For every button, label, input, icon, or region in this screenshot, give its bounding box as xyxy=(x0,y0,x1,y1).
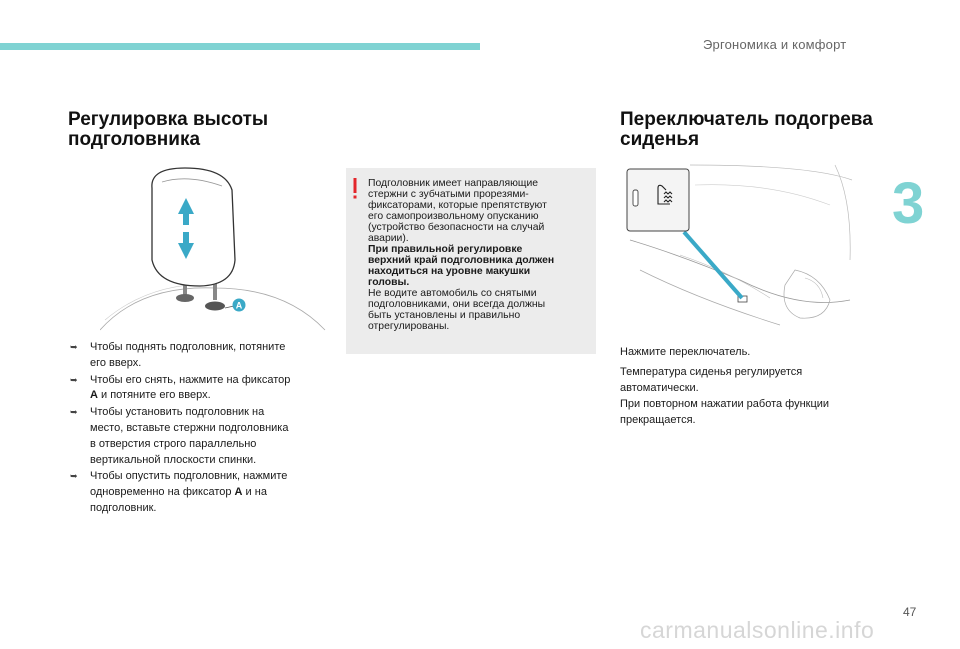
chapter-title: Эргономика и комфорт xyxy=(703,37,847,52)
seat-heater-illustration xyxy=(620,160,865,332)
list-item: ➥ Чтобы поднять подголовник, потяните его вверх. xyxy=(70,341,286,369)
list-item: ➥ Чтобы установить подголовник на место, вставьте стержни подголовника в отверстия строго параллельно вертикальной плоскости спинки. xyxy=(70,406,289,466)
top-accent-bar xyxy=(0,43,480,50)
exclamation-icon xyxy=(350,178,360,200)
list-item: ➥ Чтобы его снять, нажмите на фиксатор A и потяните его вверх. xyxy=(70,373,291,402)
warning-text: Подголовник имеет направляющие стержни с зубчатыми прорезями- фиксаторами, которые препятствуют его самопроизвольному опусканию (устройство безопасности на случай аварии). При правильной регулировке верхний край подголовника должен находиться на уровне макушки головы. Не водите автомобиль со снятыми подголовниками, они всегда должны быть установлены и правильно отрегулированы. xyxy=(368,178,555,332)
page-number: 47 xyxy=(903,605,917,619)
section-title-seat-heating: Переключатель подогрева сиденья xyxy=(620,109,873,150)
section-title-headrest: Регулировка высоты подголовника xyxy=(68,109,269,150)
chapter-number: 3 xyxy=(892,171,925,236)
headrest-illustration xyxy=(100,160,330,335)
press-switch-text: Нажмите переключатель. xyxy=(620,346,751,358)
svg-text:A: A xyxy=(235,300,243,311)
watermark: carmanualsonline.info xyxy=(640,617,875,643)
list-item: ➥ Чтобы опустить подголовник, нажмите одновременно на фиксатор A и на подголовник. xyxy=(70,470,288,514)
seat-temp-description: Температура сиденья регулируется автоматически. При повторном нажатии работа функции прекращается. xyxy=(620,366,830,426)
headrest-instructions xyxy=(68,340,328,518)
